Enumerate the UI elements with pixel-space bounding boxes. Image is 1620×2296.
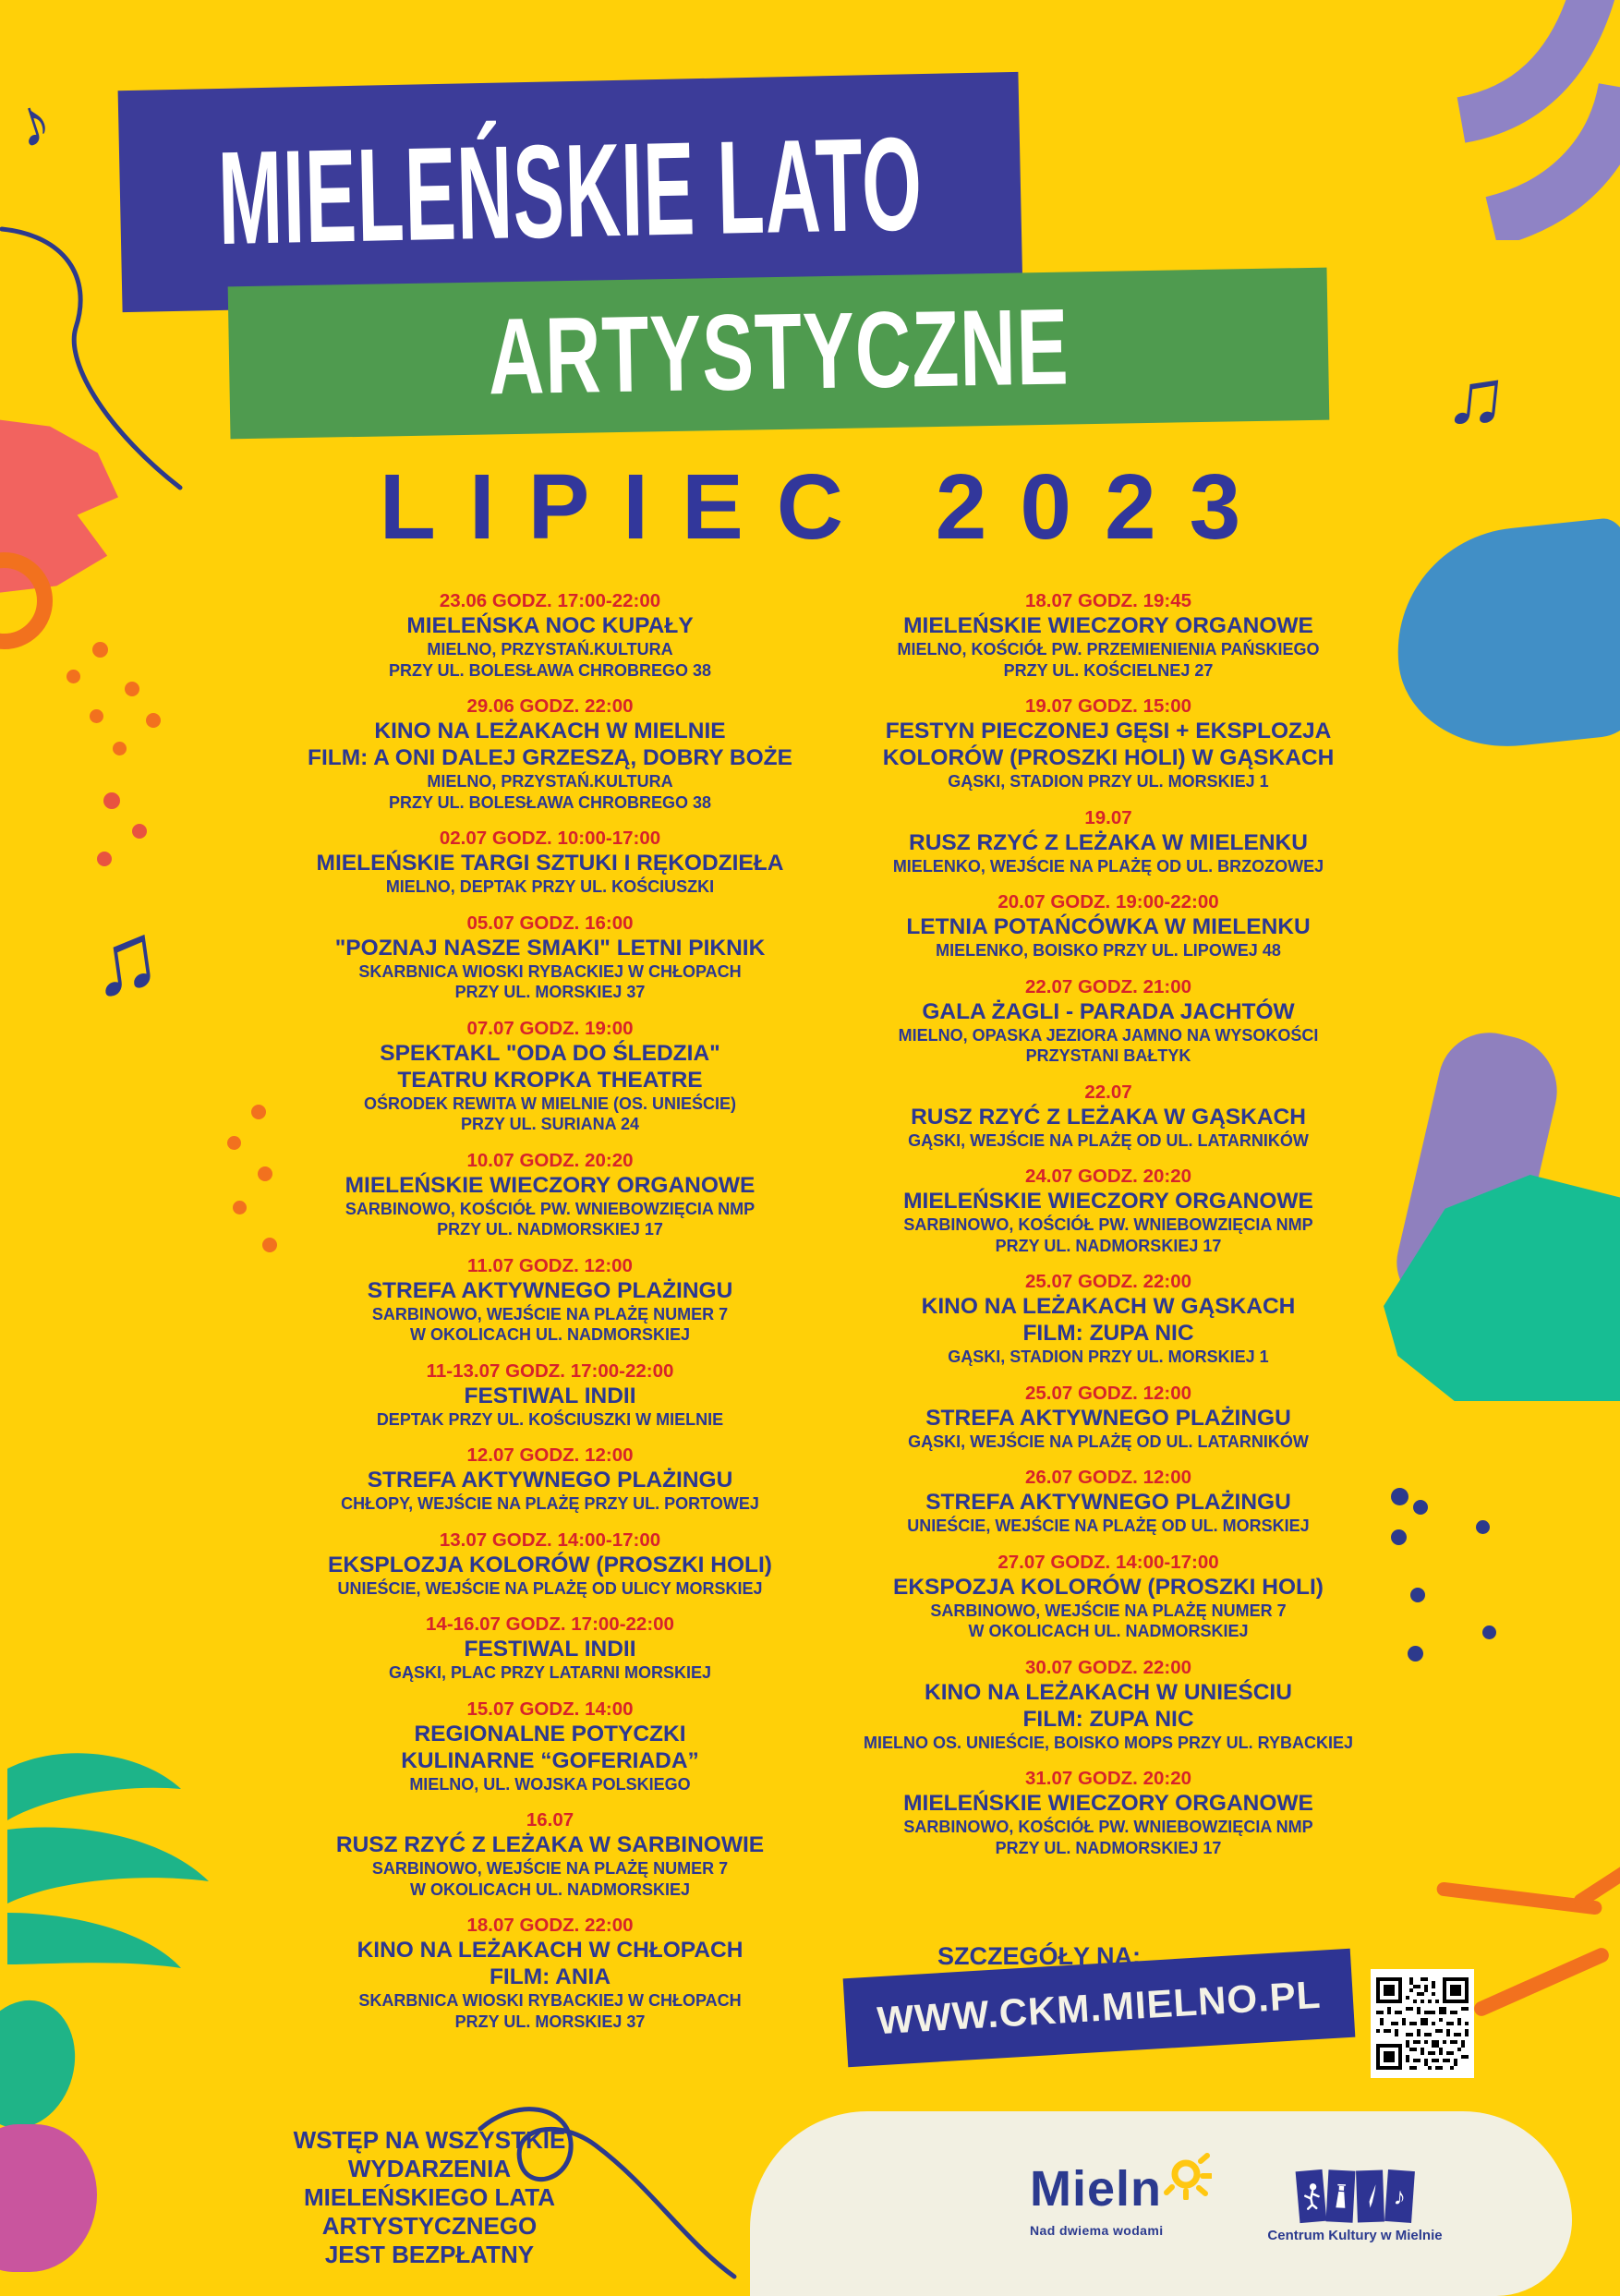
event-title-line: TEATRU KROPKA THEATRE	[397, 1067, 703, 1093]
event-location-line: GĄSKI, STADION PRZY UL. MORSKIEJ 1	[948, 772, 1269, 791]
event-title-line: STREFA AKTYWNEGO PLAŻINGU	[925, 1405, 1291, 1431]
dot-icon	[132, 824, 147, 839]
footer-note	[212, 2126, 647, 2269]
dot-icon	[97, 852, 112, 866]
mielno-logo	[1030, 2152, 1242, 2238]
event-location-line: MIELNO, UL. WOJSKA POLSKIEGO	[409, 1774, 691, 1794]
event-title-line: KINO NA LEŻAKACH W MIELNIE	[374, 719, 726, 743]
ckm-logo-panels	[1249, 2170, 1461, 2222]
events-column-right	[804, 589, 1413, 1872]
event-location-line: MIELNO OS. UNIEŚCIE, BOISKO MOPS PRZY UL. RYBACKIEJ	[863, 1733, 1354, 1752]
footer-note-line: WSTĘP NA WSZYSTKIE WYDARZENIA	[293, 2126, 566, 2182]
sun-icon	[1164, 2152, 1212, 2205]
event-item	[804, 1767, 1413, 1858]
event-date: 16.07	[526, 1809, 574, 1831]
qr-code-pattern	[1376, 1976, 1469, 2072]
dot-icon	[90, 709, 103, 723]
event-title-line: FESTIWAL INDII	[464, 1637, 636, 1662]
event-title-line: RUSZ RZYĆ Z LEŻAKA W GĄSKACH	[911, 1104, 1306, 1130]
dot-icon	[125, 682, 139, 696]
dot-icon	[103, 792, 120, 809]
purple-arcs-icon	[1422, 0, 1620, 240]
ckm-logo	[1249, 2170, 1461, 2243]
event-location-line: PRZY UL. NADMORSKIEJ 17	[437, 1220, 663, 1239]
dot-icon	[1476, 1520, 1490, 1534]
event-date: 22.07	[1084, 1081, 1132, 1103]
music-note-icon: ♪	[1392, 2181, 1407, 2211]
event-title-line: REGIONALNE POTYCZKI	[414, 1721, 686, 1746]
event-item	[804, 975, 1413, 1067]
event-location-line: W OKOLICACH UL. NADMORSKIEJ	[410, 1325, 690, 1344]
event-location-line: PRZY UL. MORSKIEJ 37	[454, 983, 646, 1001]
event-title-line: "POZNAJ NASZE SMAKI" LETNI PIKNIK	[334, 935, 766, 961]
event-date: 23.06 GODZ. 17:00-22:00	[439, 590, 661, 611]
event-title-line: RUSZ RZYĆ Z LEŻAKA W MIELENKU	[909, 829, 1308, 855]
event-title-line: MIELEŃSKIE WIECZORY ORGANOWE	[903, 613, 1313, 638]
event-location-line: SARBINOWO, KOŚCIÓŁ PW. WNIEBOWZIĘCIA NMP	[903, 1818, 1313, 1836]
event-item	[804, 1656, 1413, 1754]
dot-icon	[113, 742, 127, 755]
event-location-line: SKARBNICA WIOSKI RYBACKIEJ W CHŁOPACH	[358, 1991, 742, 2010]
event-location-line: OŚRODEK REWITA W MIELNIE (OS. UNIEŚCIE)	[363, 1094, 736, 1113]
event-date: 26.07 GODZ. 12:00	[1024, 1467, 1192, 1488]
event-title-line: GALA ŻAGLI - PARADA JACHTÓW	[922, 998, 1295, 1024]
mielno-logo-tagline: Nad dwiema wodami	[1030, 2223, 1164, 2238]
event-title-line: KINO NA LEŻAKACH W GĄSKACH	[921, 1294, 1296, 1319]
event-title-line: MIELEŃSKIE WIECZORY ORGANOWE	[903, 1189, 1313, 1214]
event-date: 18.07 GODZ. 19:45	[1024, 590, 1192, 611]
event-date: 11-13.07 GODZ. 17:00-22:00	[426, 1359, 674, 1382]
event-item	[238, 1359, 862, 1431]
event-title-line: FESTYN PIECZONEJ GĘSI + EKSPLOZJA	[885, 719, 1332, 743]
details-label: SZCZEGÓŁY NA:	[937, 1942, 1141, 1970]
event-item	[238, 1444, 862, 1515]
event-title-line: FESTIWAL INDII	[464, 1383, 636, 1408]
event-item	[804, 1466, 1413, 1537]
event-location-line: MIELNO, OPASKA JEZIORA JAMNO NA WYSOKOŚCI	[898, 1025, 1319, 1045]
event-title-line: STREFA AKTYWNEGO PLAŻINGU	[925, 1490, 1291, 1515]
event-date: 27.07 GODZ. 14:00-17:00	[997, 1551, 1219, 1573]
event-item	[238, 1149, 862, 1240]
ray-icon	[1472, 1946, 1612, 2019]
event-location-line: MIELENKO, WEJŚCIE NA PLAŻĘ OD UL. BRZOZOWEJ	[892, 856, 1324, 876]
event-title-line: MIELEŃSKA NOC KUPAŁY	[406, 613, 694, 638]
event-location-line: PRZY UL. BOLESŁAWA CHROBREGO 38	[388, 660, 712, 680]
ckm-logo-text: Centrum Kultury w Mielnie	[1267, 2228, 1443, 2243]
event-item	[804, 589, 1413, 681]
event-item	[804, 890, 1413, 961]
event-title-line: FILM: ZUPA NIC	[1022, 1321, 1194, 1346]
event-date: 31.07 GODZ. 20:20	[1024, 1768, 1192, 1789]
event-title-line: KULINARNE “GOFERIADA”	[401, 1747, 699, 1773]
event-title-line: FILM: ANIA	[489, 1964, 611, 1989]
green-leaf-shape	[7, 1732, 261, 1972]
event-date: 10.07 GODZ. 20:20	[466, 1149, 634, 1171]
event-title-line: KOLORÓW (PROSZKI HOLI) W GĄSKACH	[882, 745, 1335, 770]
dot-icon	[66, 670, 80, 683]
event-location-line: W OKOLICACH UL. NADMORSKIEJ	[410, 1879, 690, 1899]
event-item	[238, 1017, 862, 1135]
event-location-line: GĄSKI, STADION PRZY UL. MORSKIEJ 1	[948, 1347, 1269, 1366]
event-date: 25.07 GODZ. 22:00	[1024, 1271, 1192, 1292]
qr-code	[1371, 1969, 1474, 2078]
event-date: 11.07 GODZ. 12:00	[467, 1254, 633, 1276]
event-title-line: MIELEŃSKIE TARGI SZTUKI I RĘKODZIEŁA	[316, 851, 784, 876]
event-item	[804, 1382, 1413, 1453]
lighthouse-icon	[1325, 2169, 1355, 2222]
event-title-line: SPEKTAKL "ODA DO ŚLEDZIA"	[380, 1040, 720, 1066]
event-date: 18.07 GODZ. 22:00	[466, 1915, 634, 1936]
event-item	[238, 1613, 862, 1684]
event-location-line: PRZYSTANI BAŁTYK	[1025, 1046, 1191, 1065]
poster-title-line2: ARTYSTYCZNE	[487, 287, 1070, 418]
event-location-line: PRZY UL. KOŚCIELNEJ 27	[1003, 660, 1214, 680]
event-title-line: EKSPOZJA KOLORÓW (PROSZKI HOLI)	[893, 1574, 1324, 1600]
event-date: 15.07 GODZ. 14:00	[466, 1698, 634, 1720]
event-location-line: PRZY UL. NADMORSKIEJ 17	[995, 1838, 1222, 1857]
dot-icon	[1413, 1500, 1428, 1515]
footer-note-line: MIELEŃSKIEGO LATA ARTYSTYCZNEGO	[303, 2183, 556, 2240]
event-date: 30.07 GODZ. 22:00	[1024, 1656, 1192, 1678]
event-date: 19.07	[1084, 806, 1132, 828]
title-banner-secondary	[228, 268, 1330, 440]
dot-icon	[146, 713, 161, 728]
event-date: 13.07 GODZ. 14:00-17:00	[439, 1529, 661, 1551]
event-location-line: SARBINOWO, WEJŚCIE NA PLAŻĘ NUMER 7	[371, 1304, 729, 1323]
event-title-line: FILM: ZUPA NIC	[1022, 1706, 1194, 1732]
event-item	[804, 695, 1413, 792]
mielno-logo-text: Mieln	[1030, 2161, 1163, 2217]
event-item	[804, 806, 1413, 877]
event-location-line: PRZY UL. BOLESŁAWA CHROBREGO 38	[388, 792, 712, 812]
event-date: 07.07 GODZ. 19:00	[466, 1017, 634, 1039]
music-notes-icon: ♫	[81, 901, 168, 1018]
dancer-icon	[1295, 2169, 1326, 2223]
event-title-line: EKSPLOZJA KOLORÓW (PROSZKI HOLI)	[328, 1552, 772, 1577]
event-location-line: GĄSKI, WEJŚCIE NA PLAŻĘ OD UL. LATARNIKÓW	[908, 1432, 1309, 1451]
event-location-line: DEPTAK PRZY UL. KOŚCIUSZKI W MIELNIE	[376, 1409, 724, 1429]
event-location-line: MIELNO, PRZYSTAŃ.KULTURA	[427, 772, 673, 791]
event-location-line: UNIEŚCIE, WEJŚCIE NA PLAŻĘ OD ULICY MORSKIEJ	[337, 1578, 763, 1598]
event-location-line: MIELENKO, BOISKO PRZY UL. LIPOWEJ 48	[936, 941, 1281, 960]
pink-blob-shape	[0, 2124, 97, 2272]
event-location-line: SARBINOWO, WEJŚCIE NA PLAŻĘ NUMER 7	[371, 1859, 729, 1878]
event-title-line: FILM: A ONI DALEJ GRZESZĄ, DOBRY BOŻE	[308, 745, 792, 770]
music-notes-icon: ♫	[1442, 346, 1513, 445]
event-title-line: RUSZ RZYĆ Z LEŻAKA W SARBINOWIE	[335, 1832, 765, 1857]
event-location-line: SKARBNICA WIOSKI RYBACKIEJ W CHŁOPACH	[358, 961, 742, 981]
event-location-line: SARBINOWO, WEJŚCIE NA PLAŻĘ NUMER 7	[930, 1601, 1287, 1620]
event-item	[804, 1165, 1413, 1256]
website-url: WWW.CKM.MIELNO.PL	[876, 1972, 1323, 2043]
event-item	[804, 1270, 1413, 1368]
event-title-line: MIELEŃSKIE WIECZORY ORGANOWE	[345, 1172, 756, 1198]
event-date: 12.07 GODZ. 12:00	[466, 1444, 634, 1466]
event-date: 02.07 GODZ. 10:00-17:00	[439, 828, 661, 849]
event-item	[238, 1914, 862, 2032]
event-item	[238, 589, 862, 681]
event-title-line: STREFA AKTYWNEGO PLAŻINGU	[367, 1468, 733, 1492]
paintbrush-icon	[1356, 2170, 1384, 2223]
event-item	[238, 1808, 862, 1900]
event-date: 25.07 GODZ. 12:00	[1024, 1382, 1192, 1404]
event-location-line: SARBINOWO, KOŚCIÓŁ PW. WNIEBOWZIĘCIA NMP	[903, 1215, 1313, 1234]
event-date: 05.07 GODZ. 16:00	[466, 912, 634, 934]
poster-title-line1: MIELEŃSKIE LATO	[216, 110, 925, 273]
events-column-left	[238, 589, 862, 2046]
event-item	[238, 1254, 862, 1346]
event-item	[238, 912, 862, 1003]
event-location-line: MIELNO, PRZYSTAŃ.KULTURA	[427, 640, 673, 659]
music-note-icon: ♪	[6, 82, 61, 163]
event-title-line: KINO NA LEŻAKACH W UNIEŚCIU	[925, 1679, 1292, 1705]
event-location-line: GĄSKI, WEJŚCIE NA PLAŻĘ OD UL. LATARNIKÓW	[908, 1130, 1309, 1150]
event-date: 29.06 GODZ. 22:00	[466, 695, 634, 717]
event-location-line: CHŁOPY, WEJŚCIE NA PLAŻĘ PRZY UL. PORTOWEJ	[341, 1494, 759, 1513]
music-clef-icon	[1384, 2169, 1415, 2223]
event-date: 20.07 GODZ. 19:00-22:00	[997, 891, 1219, 912]
poster-month-year: LIPIEC 2023	[379, 455, 1275, 559]
event-item	[238, 695, 862, 813]
dot-icon	[1482, 1625, 1496, 1639]
event-date: 24.07 GODZ. 20:20	[1024, 1166, 1192, 1187]
footer-note-line: JEST BEZPŁATNY	[324, 2241, 535, 2268]
event-title-line: MIELEŃSKIE WIECZORY ORGANOWE	[903, 1791, 1313, 1816]
event-location-line: SARBINOWO, KOŚCIÓŁ PW. WNIEBOWZIĘCIA NMP	[345, 1199, 756, 1218]
event-title-line: LETNIA POTAŃCÓWKA W MIELENKU	[906, 914, 1311, 939]
event-date: 22.07 GODZ. 21:00	[1024, 975, 1192, 997]
event-location-line: MIELNO, DEPTAK PRZY UL. KOŚCIUSZKI	[385, 877, 715, 896]
event-title-line: KINO NA LEŻAKACH W CHŁOPACH	[357, 1938, 744, 1963]
event-location-line: W OKOLICACH UL. NADMORSKIEJ	[968, 1622, 1249, 1640]
event-item	[804, 1551, 1413, 1642]
event-item	[238, 1698, 862, 1795]
event-location-line: GĄSKI, PLAC PRZY LATARNI MORSKIEJ	[388, 1663, 712, 1682]
teal-blob-shape	[0, 1988, 89, 2140]
event-item	[238, 1529, 862, 1600]
event-location-line: PRZY UL. MORSKIEJ 37	[454, 2012, 646, 2031]
event-item	[238, 827, 862, 898]
event-item	[804, 1081, 1413, 1152]
event-date: 14-16.07 GODZ. 17:00-22:00	[426, 1613, 674, 1635]
event-date: 19.07 GODZ. 15:00	[1024, 695, 1192, 717]
event-location-line: PRZY UL. SURIANA 24	[460, 1115, 640, 1133]
event-location-line: PRZY UL. NADMORSKIEJ 17	[995, 1236, 1222, 1255]
dot-icon	[92, 642, 108, 658]
event-location-line: UNIEŚCIE, WEJŚCIE NA PLAŻĘ OD UL. MORSKIEJ	[907, 1517, 1310, 1535]
event-title-line: STREFA AKTYWNEGO PLAŻINGU	[367, 1277, 733, 1303]
event-location-line: MIELNO, KOŚCIÓŁ PW. PRZEMIENIENIA PAŃSKIEGO	[897, 640, 1320, 659]
